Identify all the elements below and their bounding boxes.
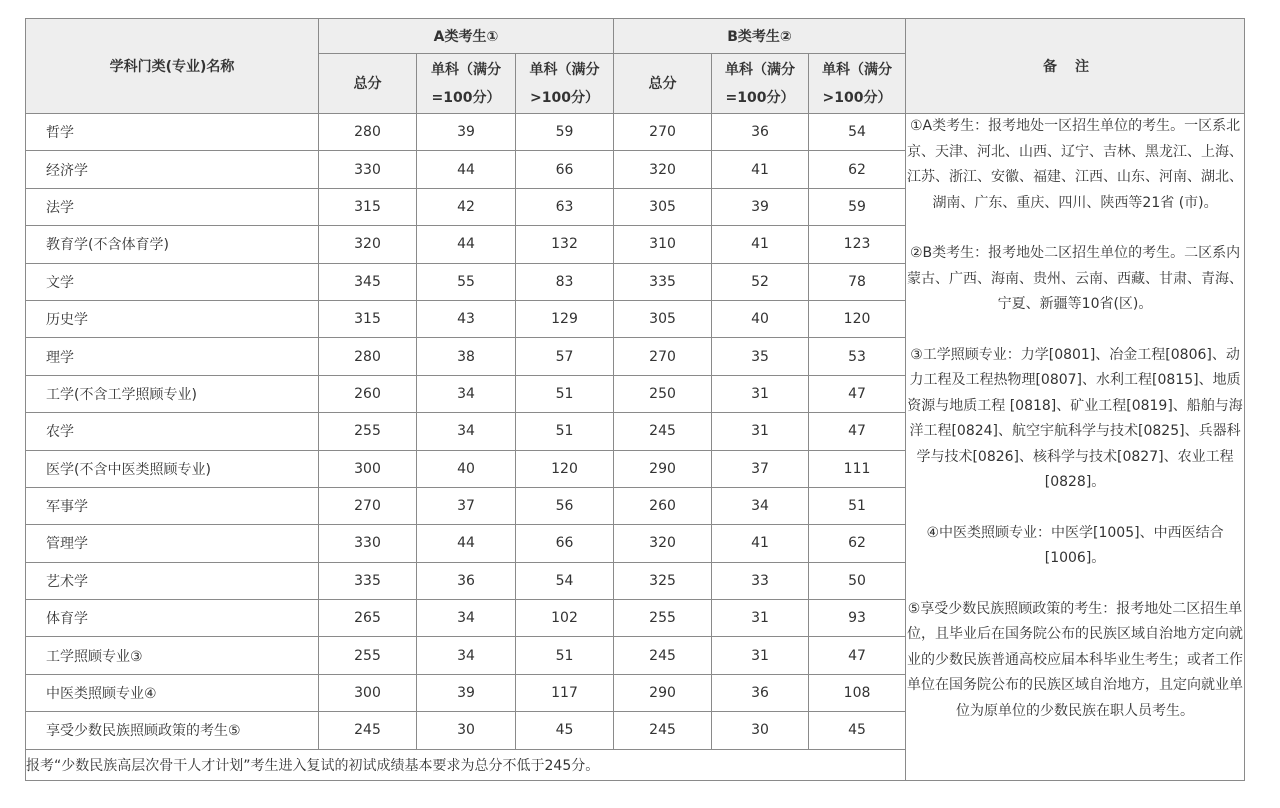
a-single-gt100-cell: 63 bbox=[516, 188, 614, 225]
score-requirements-table bbox=[25, 18, 1245, 781]
a-single-gt100-cell: 51 bbox=[516, 375, 614, 412]
remark-note: ④中医类照顾专业：中医学[1005]、中西医结合[1006]。 bbox=[926, 524, 1224, 566]
b-total-cell: 245 bbox=[614, 712, 712, 749]
subject-name: 享受少数民族照顾政策的考生⑤ bbox=[26, 712, 319, 749]
b-single-gt100-cell: 62 bbox=[809, 151, 906, 188]
a-single-100-cell: 40 bbox=[417, 450, 516, 487]
b-single-gt100-cell: 47 bbox=[809, 375, 906, 412]
b-single-100-cell: 39 bbox=[712, 188, 809, 225]
b-single-100-cell: 41 bbox=[712, 151, 809, 188]
a-single-100-cell: 36 bbox=[417, 562, 516, 599]
b-total-cell: 245 bbox=[614, 413, 712, 450]
a-single-100-cell: 37 bbox=[417, 487, 516, 524]
table-row bbox=[26, 114, 1245, 151]
a-single-100-cell: 34 bbox=[417, 375, 516, 412]
a-total-cell: 265 bbox=[319, 600, 417, 637]
a-single-100-cell: 43 bbox=[417, 300, 516, 337]
a-total-cell: 320 bbox=[319, 226, 417, 263]
a-total-cell: 330 bbox=[319, 525, 417, 562]
a-total-cell: 345 bbox=[319, 263, 417, 300]
a-single-gt100-cell: 51 bbox=[516, 413, 614, 450]
a-total-cell: 255 bbox=[319, 637, 417, 674]
a-single-100-cell: 34 bbox=[417, 600, 516, 637]
group-a-header: A类考生① bbox=[319, 19, 614, 54]
b-total-cell: 255 bbox=[614, 600, 712, 637]
b-single-gt100-cell: 93 bbox=[809, 600, 906, 637]
a-single-gt100-cell: 51 bbox=[516, 637, 614, 674]
b-single-100-cell: 36 bbox=[712, 674, 809, 711]
b-single-gt100-cell: 47 bbox=[809, 413, 906, 450]
a-total-cell: 260 bbox=[319, 375, 417, 412]
a-single-100-cell: 39 bbox=[417, 114, 516, 151]
b-single-gt100-header: 单科（满分>100分） bbox=[809, 54, 906, 114]
b-single-100-cell: 31 bbox=[712, 375, 809, 412]
subject-column-header: 学科门类(专业)名称 bbox=[26, 19, 319, 114]
b-single-gt100-cell: 47 bbox=[809, 637, 906, 674]
b-single-gt100-cell: 51 bbox=[809, 487, 906, 524]
a-single-100-cell: 44 bbox=[417, 525, 516, 562]
b-single-100-cell: 31 bbox=[712, 413, 809, 450]
a-single-100-cell: 44 bbox=[417, 226, 516, 263]
subject-name: 历史学 bbox=[26, 300, 319, 337]
b-total-header: 总分 bbox=[614, 54, 712, 114]
b-single-gt100-cell: 111 bbox=[809, 450, 906, 487]
a-single-100-cell: 34 bbox=[417, 413, 516, 450]
remark-note: ②B类考生：报考地处二区招生单位的考生。二区系内蒙古、广西、海南、贵州、云南、西藏、甘肃、青海、宁夏、新疆等10省(区)。 bbox=[907, 245, 1244, 312]
subject-name: 管理学 bbox=[26, 525, 319, 562]
b-total-cell: 245 bbox=[614, 637, 712, 674]
subject-name: 法学 bbox=[26, 188, 319, 225]
b-single-100-cell: 36 bbox=[712, 114, 809, 151]
a-total-header: 总分 bbox=[319, 54, 417, 114]
b-single-gt100-cell: 78 bbox=[809, 263, 906, 300]
b-single-gt100-cell: 108 bbox=[809, 674, 906, 711]
b-total-cell: 305 bbox=[614, 188, 712, 225]
a-total-cell: 280 bbox=[319, 338, 417, 375]
subject-name: 艺术学 bbox=[26, 562, 319, 599]
remark-note: ③工学照顾专业：力学[0801]、冶金工程[0806]、动力工程及工程热物理[0807]、水利工程[0815]、地质资源与地质工程 [0818]、矿业工程[0819]、船舶与海洋工程[0824]、航空宇航科学与技术[0825]、兵器科学与技术[0826]、核科学与技术[0827]、农业工程[0828]。 bbox=[907, 346, 1243, 490]
b-total-cell: 320 bbox=[614, 151, 712, 188]
remark-note: ⑤享受少数民族照顾政策的考生：报考地处二区招生单位，且毕业后在国务院公布的民族区域自治地方定向就业的少数民族普通高校应届本科毕业生考生；或者工作单位在国务院公布的民族区域自治地方，且定向就业单位为原单位的少数民族在职人员考生。 bbox=[907, 600, 1244, 719]
a-total-cell: 280 bbox=[319, 114, 417, 151]
b-single-gt100-cell: 45 bbox=[809, 712, 906, 749]
a-single-100-header: 单科（满分=100分） bbox=[417, 54, 516, 114]
remarks-column-header: 备注 bbox=[906, 19, 1245, 114]
a-total-cell: 335 bbox=[319, 562, 417, 599]
b-total-cell: 270 bbox=[614, 338, 712, 375]
b-single-gt100-cell: 120 bbox=[809, 300, 906, 337]
b-single-100-cell: 30 bbox=[712, 712, 809, 749]
a-single-gt100-cell: 132 bbox=[516, 226, 614, 263]
a-single-gt100-cell: 129 bbox=[516, 300, 614, 337]
a-single-100-cell: 39 bbox=[417, 674, 516, 711]
a-single-gt100-cell: 54 bbox=[516, 562, 614, 599]
b-single-100-cell: 41 bbox=[712, 525, 809, 562]
a-single-100-cell: 55 bbox=[417, 263, 516, 300]
a-total-cell: 245 bbox=[319, 712, 417, 749]
b-single-100-cell: 35 bbox=[712, 338, 809, 375]
a-single-100-cell: 38 bbox=[417, 338, 516, 375]
b-total-cell: 305 bbox=[614, 300, 712, 337]
group-b-header: B类考生② bbox=[614, 19, 906, 54]
a-single-100-cell: 44 bbox=[417, 151, 516, 188]
subject-name: 理学 bbox=[26, 338, 319, 375]
subject-name: 工学照顾专业③ bbox=[26, 637, 319, 674]
b-single-gt100-cell: 62 bbox=[809, 525, 906, 562]
b-single-100-cell: 41 bbox=[712, 226, 809, 263]
table-body bbox=[26, 114, 1245, 781]
a-total-cell: 315 bbox=[319, 188, 417, 225]
a-total-cell: 300 bbox=[319, 674, 417, 711]
b-total-cell: 250 bbox=[614, 375, 712, 412]
a-total-cell: 330 bbox=[319, 151, 417, 188]
b-total-cell: 260 bbox=[614, 487, 712, 524]
a-single-gt100-cell: 57 bbox=[516, 338, 614, 375]
subject-name: 中医类照顾专业④ bbox=[26, 674, 319, 711]
b-single-100-cell: 40 bbox=[712, 300, 809, 337]
a-single-gt100-cell: 59 bbox=[516, 114, 614, 151]
a-single-gt100-cell: 45 bbox=[516, 712, 614, 749]
b-single-gt100-cell: 54 bbox=[809, 114, 906, 151]
b-single-gt100-cell: 53 bbox=[809, 338, 906, 375]
a-single-gt100-cell: 56 bbox=[516, 487, 614, 524]
a-total-cell: 300 bbox=[319, 450, 417, 487]
b-total-cell: 320 bbox=[614, 525, 712, 562]
a-single-gt100-cell: 120 bbox=[516, 450, 614, 487]
b-single-gt100-cell: 59 bbox=[809, 188, 906, 225]
a-single-gt100-cell: 83 bbox=[516, 263, 614, 300]
subject-name: 哲学 bbox=[26, 114, 319, 151]
a-total-cell: 270 bbox=[319, 487, 417, 524]
b-total-cell: 325 bbox=[614, 562, 712, 599]
b-single-100-header: 单科（满分=100分） bbox=[712, 54, 809, 114]
subject-name: 医学(不含中医类照顾专业) bbox=[26, 450, 319, 487]
a-single-100-cell: 34 bbox=[417, 637, 516, 674]
b-total-cell: 335 bbox=[614, 263, 712, 300]
remark-note: ①A类考生：报考地处一区招生单位的考生。一区系北京、天津、河北、山西、辽宁、吉林、黑龙江、上海、江苏、浙江、安徽、福建、江西、山东、河南、湖北、湖南、广东、重庆、四川、陕西等21省 (市)。 bbox=[907, 118, 1244, 211]
b-single-100-cell: 37 bbox=[712, 450, 809, 487]
b-single-100-cell: 31 bbox=[712, 600, 809, 637]
remarks-cell bbox=[906, 114, 1245, 781]
a-single-100-cell: 30 bbox=[417, 712, 516, 749]
subject-name: 经济学 bbox=[26, 151, 319, 188]
b-single-100-cell: 31 bbox=[712, 637, 809, 674]
subject-name: 军事学 bbox=[26, 487, 319, 524]
b-total-cell: 270 bbox=[614, 114, 712, 151]
b-total-cell: 290 bbox=[614, 450, 712, 487]
a-single-100-cell: 42 bbox=[417, 188, 516, 225]
a-single-gt100-header: 单科（满分>100分） bbox=[516, 54, 614, 114]
b-total-cell: 290 bbox=[614, 674, 712, 711]
b-total-cell: 310 bbox=[614, 226, 712, 263]
table-footnote: 报考“少数民族高层次骨干人才计划”考生进入复试的初试成绩基本要求为总分不低于245分。 bbox=[26, 749, 906, 780]
b-single-gt100-cell: 123 bbox=[809, 226, 906, 263]
b-single-100-cell: 34 bbox=[712, 487, 809, 524]
subject-name: 文学 bbox=[26, 263, 319, 300]
a-total-cell: 255 bbox=[319, 413, 417, 450]
a-total-cell: 315 bbox=[319, 300, 417, 337]
subject-name: 体育学 bbox=[26, 600, 319, 637]
b-single-100-cell: 52 bbox=[712, 263, 809, 300]
b-single-gt100-cell: 50 bbox=[809, 562, 906, 599]
a-single-gt100-cell: 66 bbox=[516, 525, 614, 562]
subject-name: 工学(不含工学照顾专业) bbox=[26, 375, 319, 412]
a-single-gt100-cell: 117 bbox=[516, 674, 614, 711]
a-single-gt100-cell: 102 bbox=[516, 600, 614, 637]
subject-name: 教育学(不含体育学) bbox=[26, 226, 319, 263]
a-single-gt100-cell: 66 bbox=[516, 151, 614, 188]
b-single-100-cell: 33 bbox=[712, 562, 809, 599]
subject-name: 农学 bbox=[26, 413, 319, 450]
